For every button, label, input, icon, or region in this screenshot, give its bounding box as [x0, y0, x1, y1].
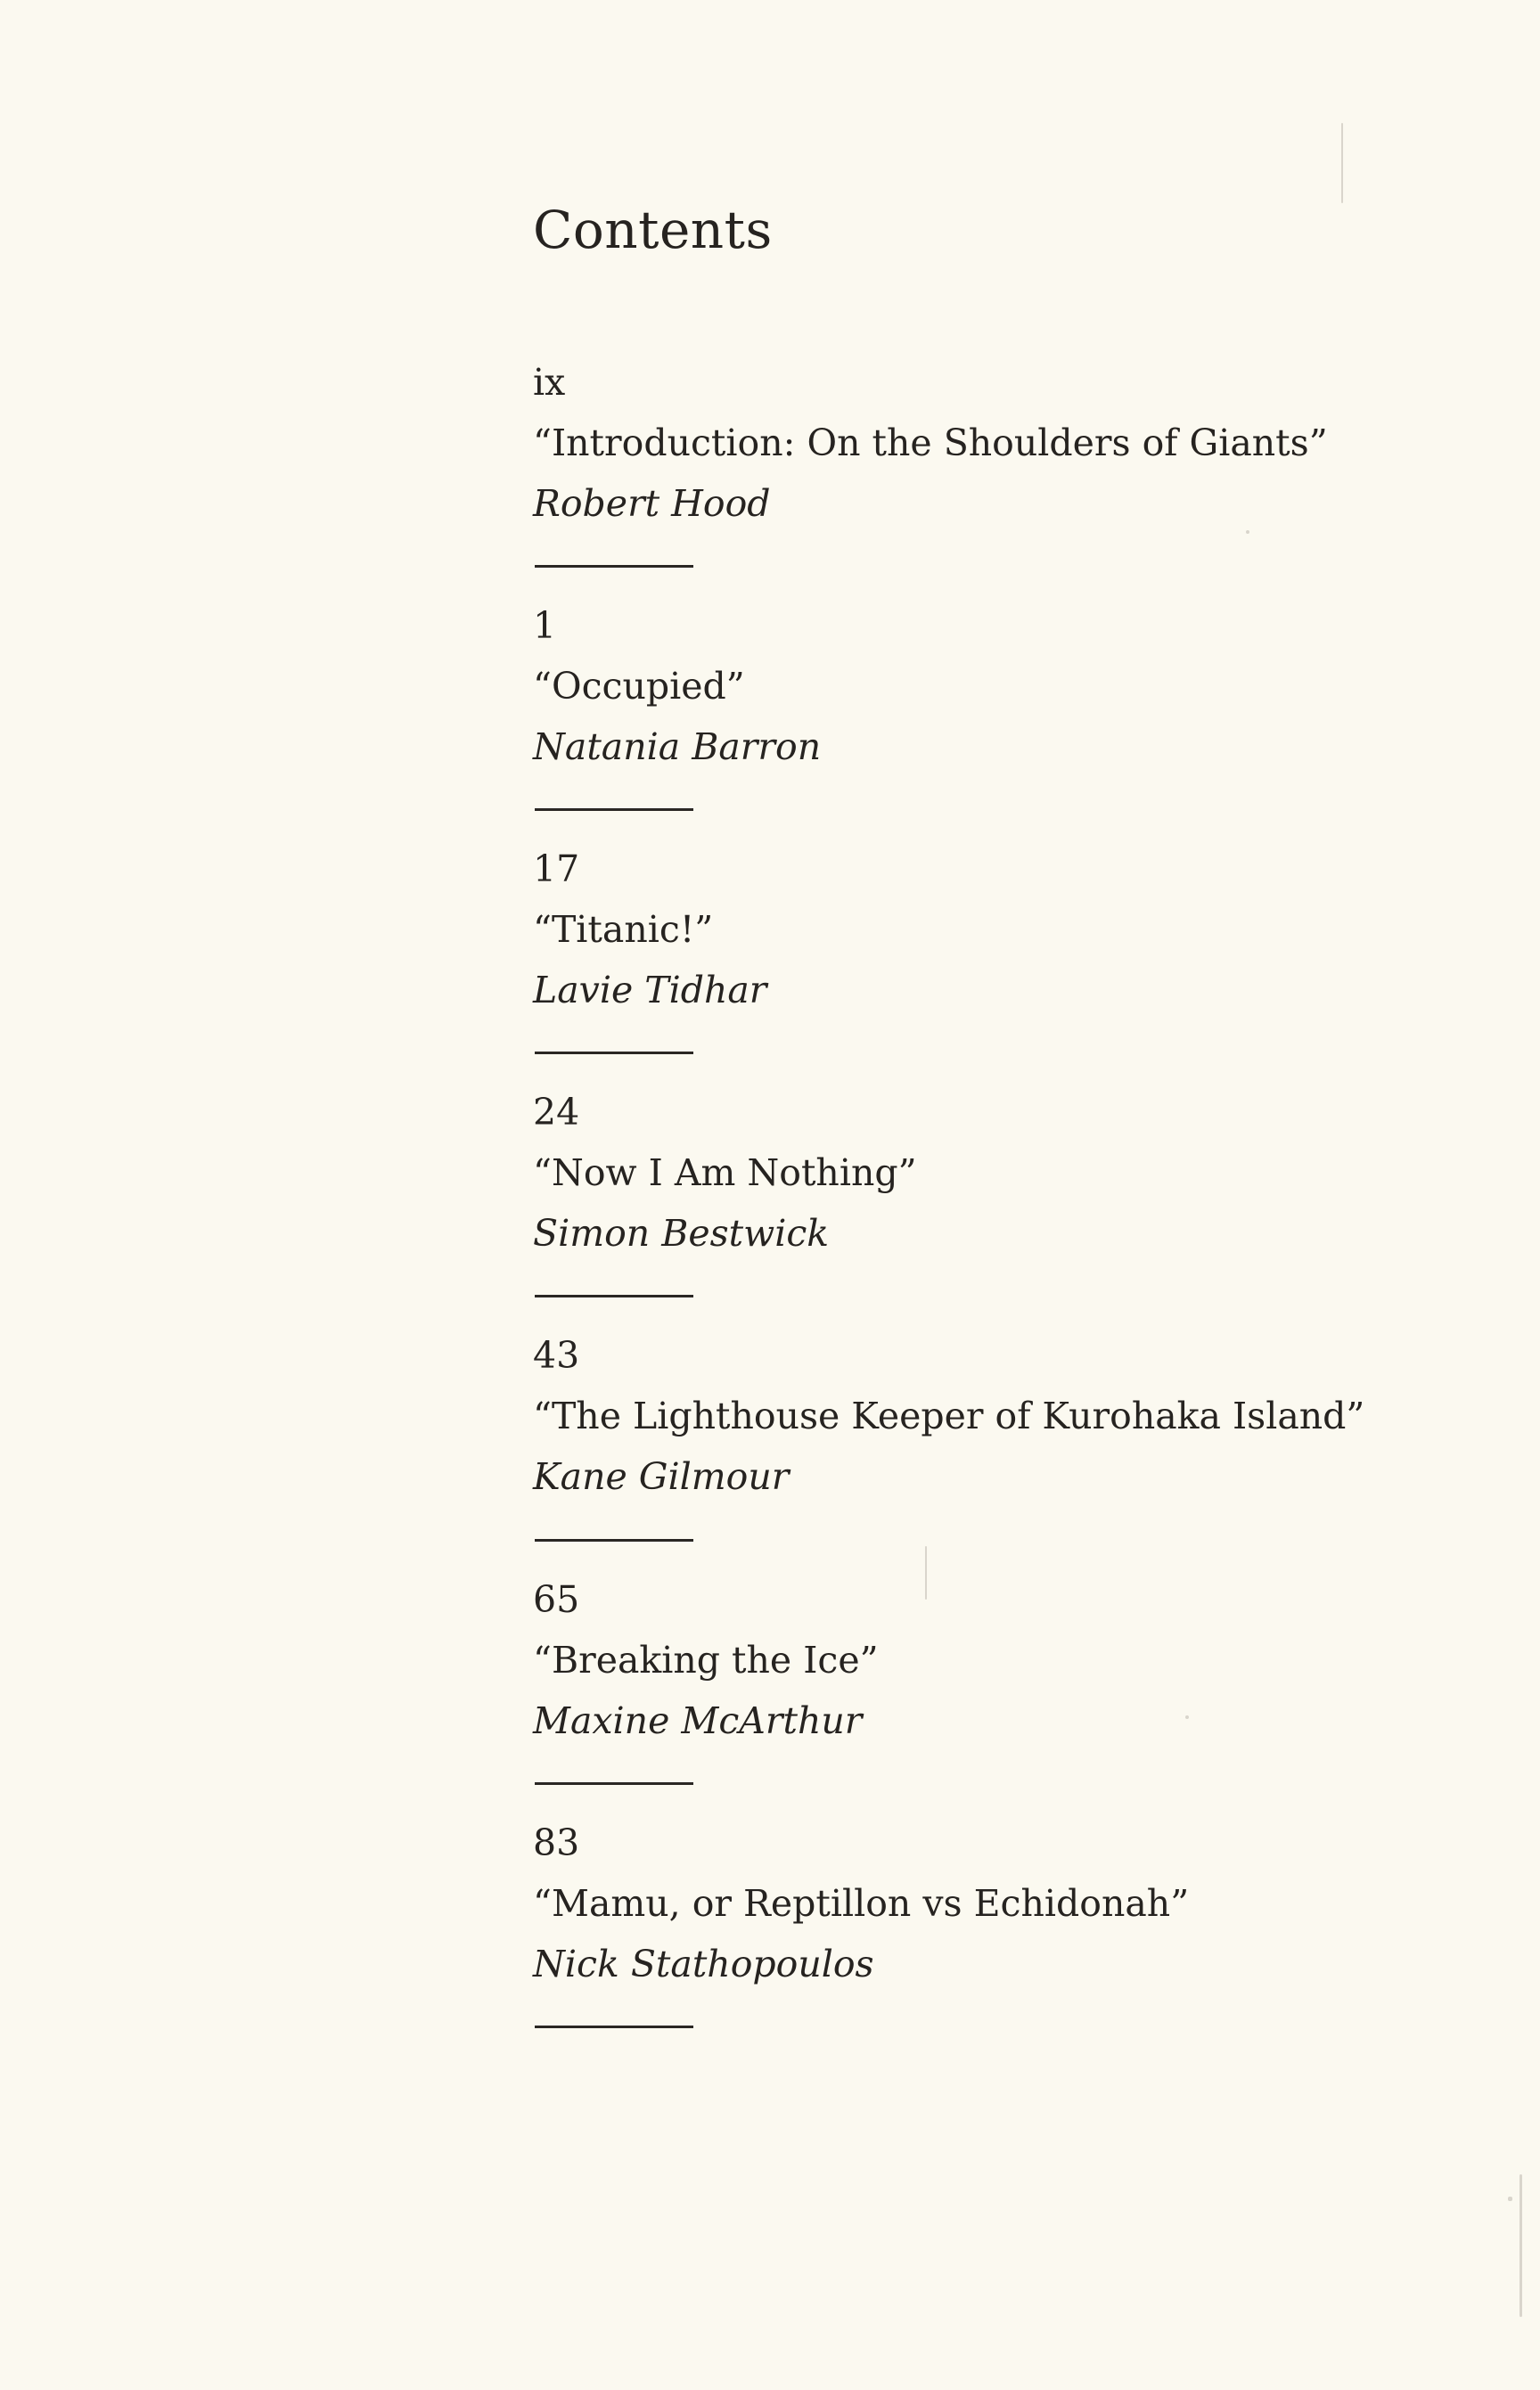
scan-mark [1246, 530, 1249, 534]
entry-author: Simon Bestwick [533, 1212, 830, 1255]
entry-author: Maxine McArthur [533, 1699, 863, 1742]
entry-divider [535, 1295, 693, 1297]
entry-title: “Occupied” [533, 665, 745, 708]
entry-title: “The Lighthouse Keeper of Kurohaka Island” [533, 1395, 1365, 1437]
entry-page-number: 43 [533, 1334, 580, 1377]
toc-entry [533, 352, 1424, 534]
entry-page-number: ix [533, 361, 566, 404]
entry-title: “Introduction: On the Shoulders of Giants” [533, 422, 1328, 464]
entry-page-number: 17 [533, 847, 580, 890]
entry-divider [535, 1782, 693, 1785]
entry-page-number: 65 [533, 1578, 580, 1621]
toc-entry [533, 595, 1424, 777]
scan-mark [925, 1546, 927, 1600]
entry-page-number: 24 [533, 1091, 580, 1134]
page-title: Contents [533, 200, 773, 260]
entry-divider [535, 565, 693, 568]
entry-divider [535, 808, 693, 811]
entry-author: Nick Stathopoulos [533, 1943, 874, 1985]
scan-mark [1520, 2174, 1522, 2317]
entry-author: Robert Hood [533, 482, 771, 525]
entry-title: “Titanic!” [533, 908, 714, 951]
entry-page-number: 1 [533, 604, 557, 647]
entry-author: Lavie Tidhar [533, 969, 767, 1011]
scan-mark [1508, 2197, 1512, 2201]
toc-entry [533, 839, 1424, 1020]
toc-entry [533, 1082, 1424, 1264]
entry-title: “Now I Am Nothing” [533, 1151, 917, 1194]
entry-author: Kane Gilmour [533, 1455, 790, 1498]
entry-divider [535, 1539, 693, 1542]
toc-entry [533, 1569, 1424, 1751]
entry-title: “Breaking the Ice” [533, 1639, 879, 1682]
entry-divider [535, 1052, 693, 1054]
entry-author: Natania Barron [533, 725, 822, 768]
entry-divider [535, 2026, 693, 2028]
entry-title: “Mamu, or Reptillon vs Echidonah” [533, 1882, 1190, 1925]
scan-mark [1185, 1715, 1189, 1719]
scan-mark [1341, 123, 1343, 203]
entry-page-number: 83 [533, 1821, 580, 1864]
toc-entry [533, 1813, 1424, 1994]
toc-entry [533, 1325, 1424, 1507]
